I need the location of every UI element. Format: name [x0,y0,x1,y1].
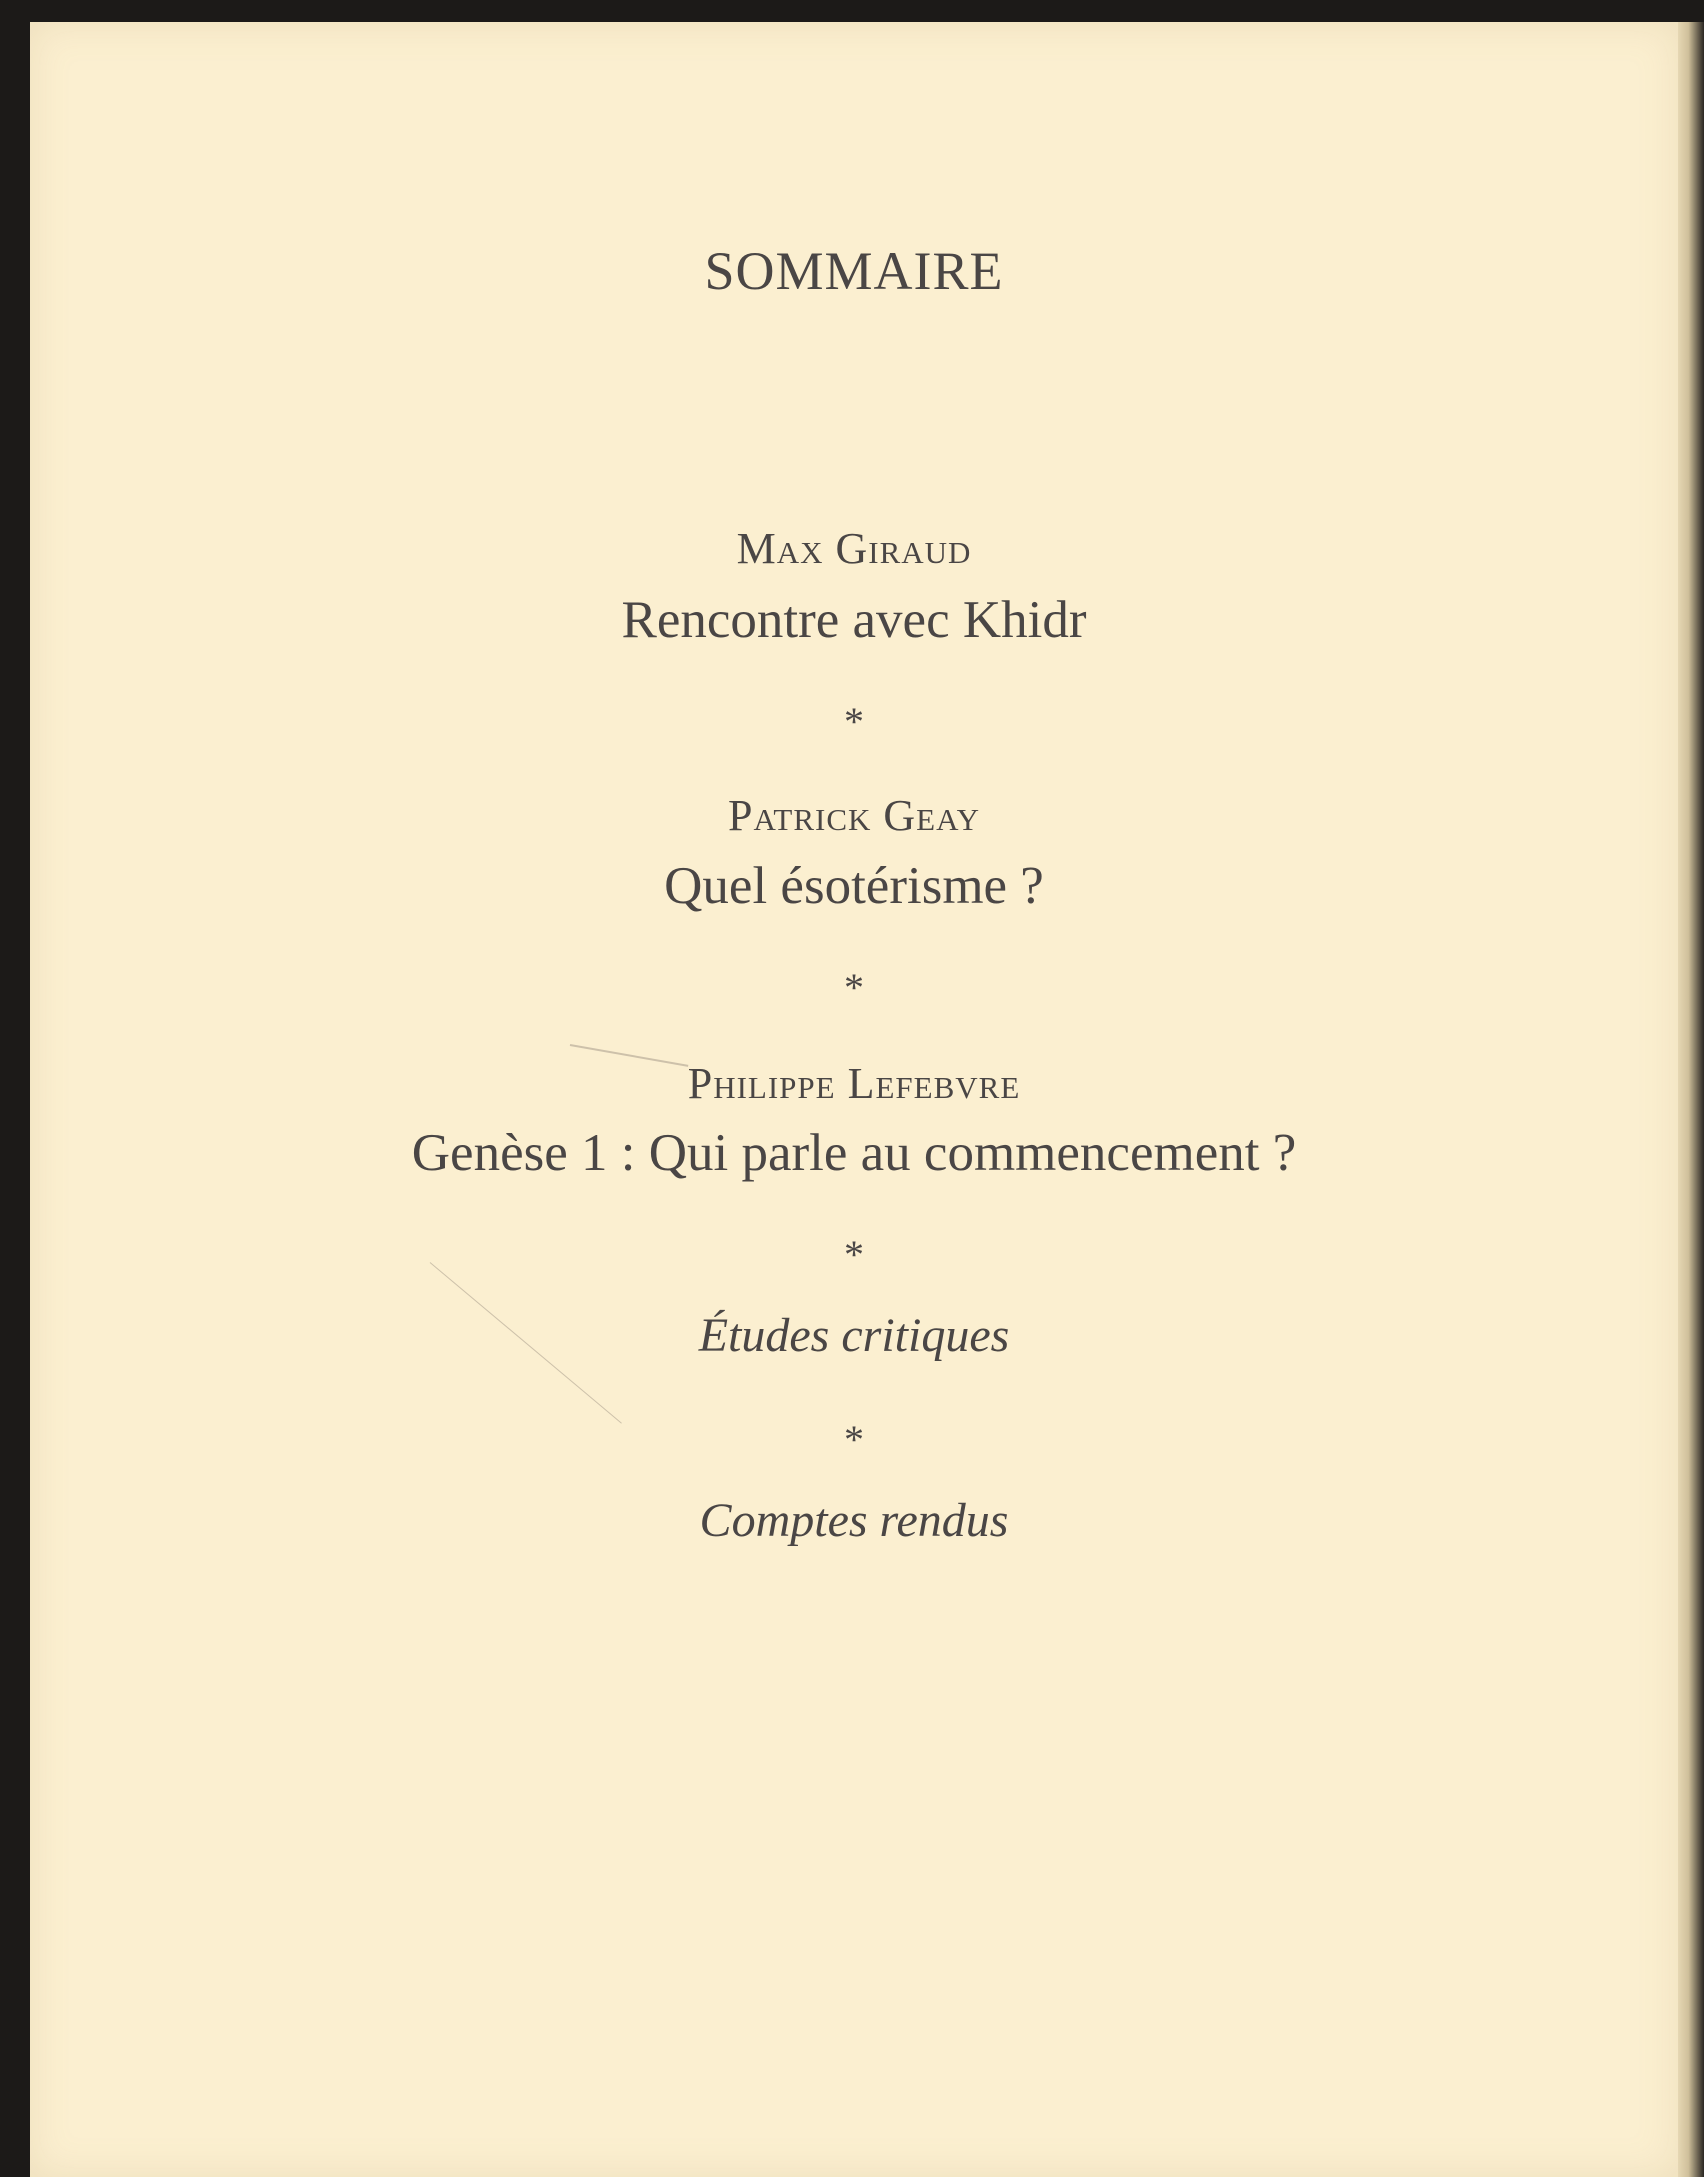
separator-asterisk: * [844,1232,864,1277]
entry-author: Philippe Lefebvre [687,1059,1021,1108]
section-heading: Comptes rendus [699,1494,1009,1547]
page-title: SOMMAIRE [704,241,1004,301]
entry-article-title: Rencontre avec Khidr [621,591,1087,649]
separator-asterisk: * [844,699,864,744]
entry-article-title: Quel ésotérisme ? [664,857,1044,915]
section-heading: Études critiques [698,1309,1010,1362]
separator-asterisk: * [844,1417,864,1462]
document-page [30,22,1678,2177]
page-edge-shadow [1678,22,1704,2177]
entry-author: Max Giraud [736,524,972,573]
entry-article-title: Genèse 1 : Qui parle au commencement ? [411,1124,1297,1182]
entry-author: Patrick Geay [727,791,981,840]
separator-asterisk: * [844,965,864,1010]
